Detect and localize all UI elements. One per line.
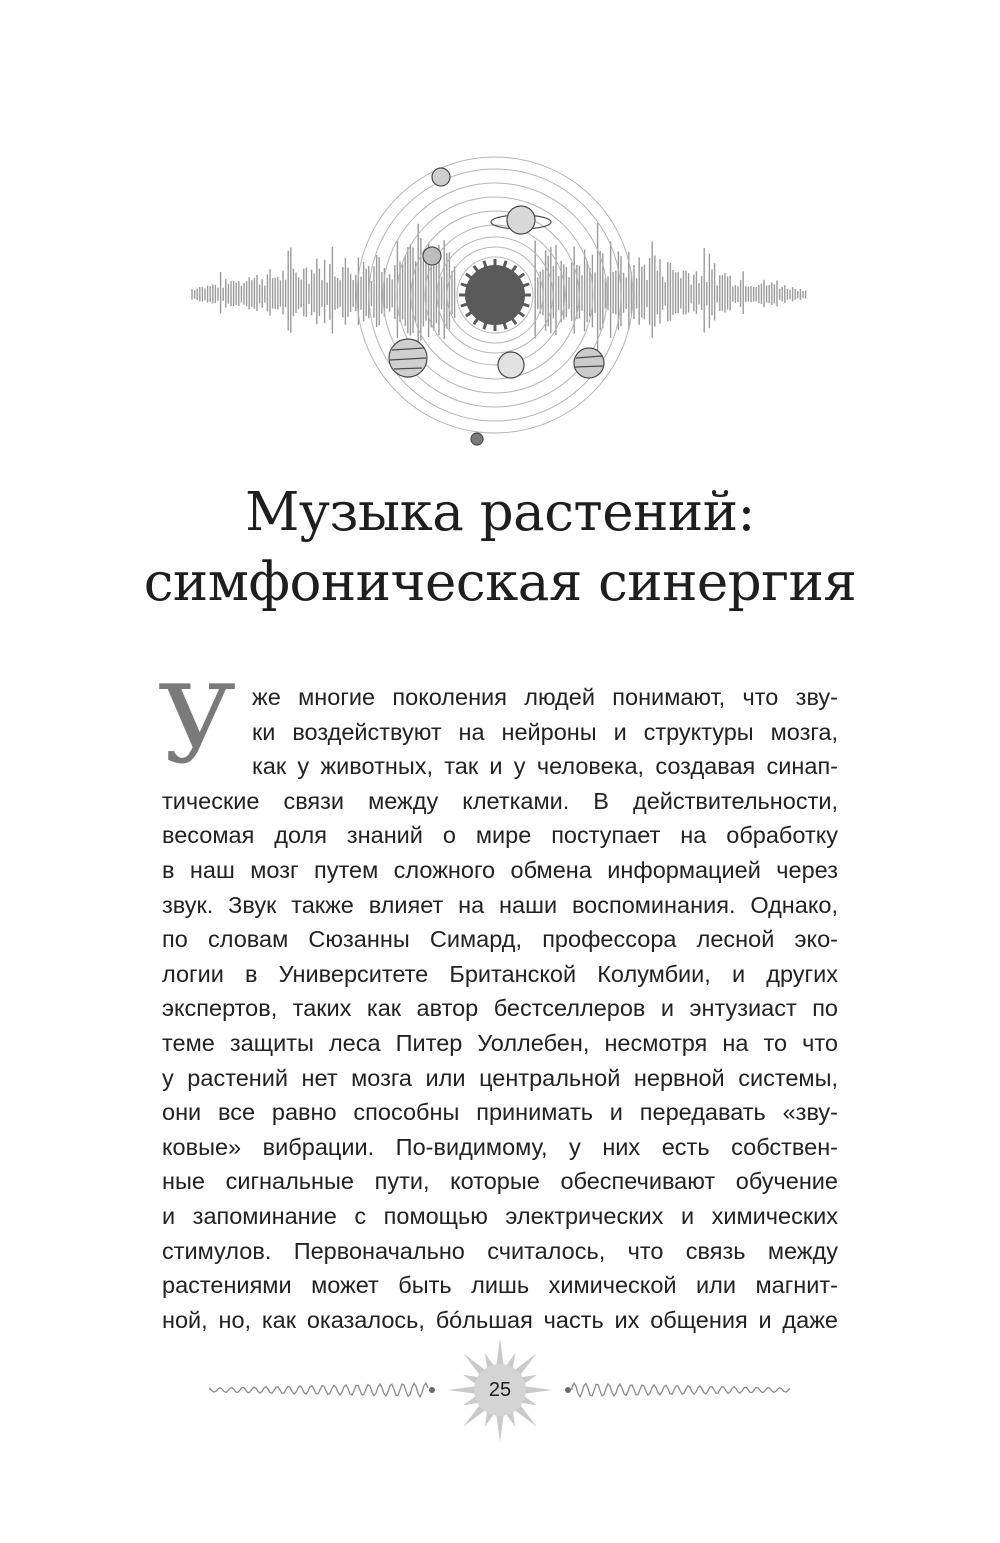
text-line: теме защиты леса Питер Уоллебен, несмотря на то что: [162, 1029, 838, 1056]
sun-icon: [459, 259, 531, 331]
page-title: [100, 478, 900, 618]
text-line: ки воздействуют на нейроны и структуры мозга,: [252, 718, 838, 745]
solar-system-soundwave-icon: [190, 150, 810, 450]
text-line: ковые» вибрации. По-видимому, у них есть собствен-: [162, 1133, 838, 1160]
text-line: же многие поколения людей понимают, что зву-: [252, 684, 838, 710]
text-line: тические связи между клетками. В действительности,: [162, 787, 838, 814]
text-line: весомая доля знаний о мире поступает на обработку: [162, 822, 838, 849]
text-line: и запоминание с помощью электрических и химических: [162, 1202, 838, 1229]
text-line: ной, но, как оказалось, бóльшая часть их общения и даже: [162, 1306, 838, 1333]
page-footer: [200, 1335, 800, 1445]
text-line: стимулов. Первоначально считалось, что связь между: [162, 1237, 838, 1264]
text-line: ные сигнальные пути, которые обеспечивают обучение: [162, 1168, 838, 1195]
text-line: в наш мозг путем сложного обмена информацией через: [162, 856, 838, 883]
text-line: звук. Звук также влияет на наши воспоминания. Однако,: [162, 891, 838, 918]
text-line: у растений нет мозга или центральной нервной системы,: [162, 1064, 838, 1091]
title-line-1: Музыка растений:: [245, 482, 755, 543]
page-number: 25: [488, 1379, 512, 1401]
text-line: по словам Сюзанны Симард, профессора лесной эко-: [162, 926, 838, 953]
text-line: растениями может быть лишь химической или магнит-: [162, 1272, 838, 1299]
text-line: они все равно способны принимать и передавать «зву-: [162, 1099, 838, 1126]
body-text: [158, 663, 838, 1337]
drop-cap: У: [158, 663, 237, 788]
text-line: как у животных, так и у человека, создавая синап-: [252, 753, 838, 780]
text-line: экспертов, таких как автор бестселлеров и энтузиаст по: [162, 995, 838, 1022]
title-line-2: симфоническая синергия: [143, 552, 857, 613]
text-line: логии в Университете Британской Колумбии, и других: [162, 960, 838, 987]
